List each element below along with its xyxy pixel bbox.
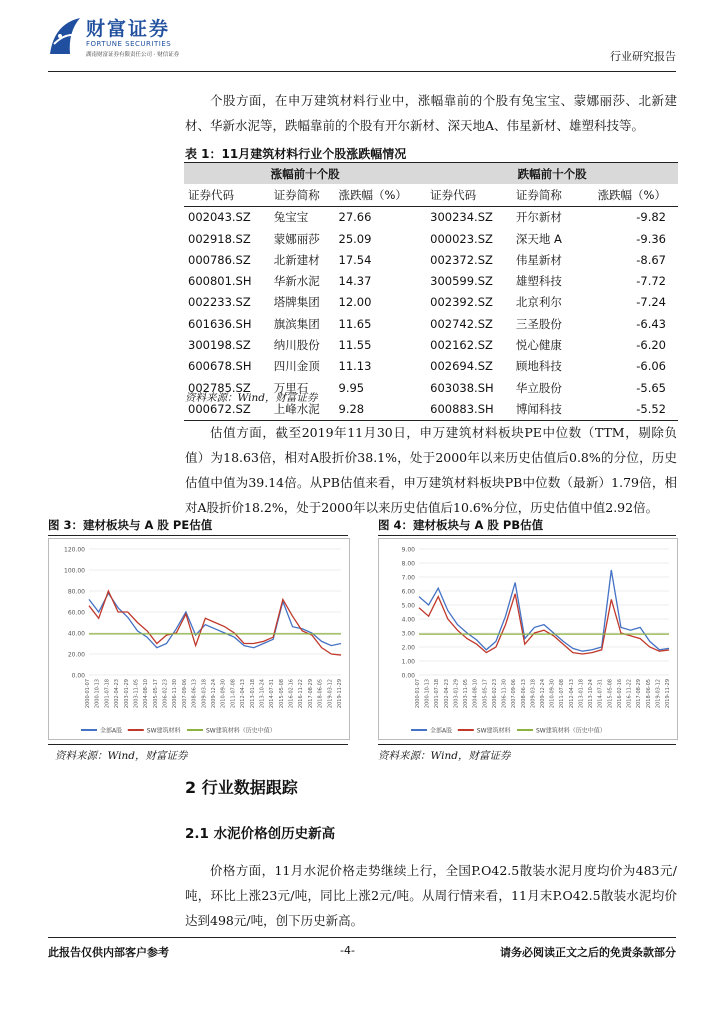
table-cell: -7.24 — [636, 295, 666, 310]
table-row — [184, 270, 678, 291]
x-tick-label: 2005-05-17 — [152, 679, 159, 709]
x-tick-label: 2009-03-18 — [201, 679, 208, 709]
pe-chart-frame — [48, 538, 350, 740]
table-cell: 14.37 — [338, 274, 372, 289]
brand-name: 财富证券 — [86, 18, 171, 40]
table-cell: 11.13 — [338, 359, 372, 374]
x-tick-label: 2019-11-29 — [337, 679, 343, 709]
legend-label: SW建筑材料（历史中值） — [206, 727, 276, 735]
x-tick-label: 2013-01-18 — [249, 679, 256, 709]
table-cell: 蒙娜丽莎 — [273, 231, 320, 246]
pe-chart — [49, 539, 349, 739]
legend-label: SW建筑材料 — [476, 727, 511, 735]
y-tick-label: 4.00 — [401, 616, 415, 624]
x-tick-label: 2009-12-24 — [211, 679, 217, 709]
x-tick-label: 2018-06-05 — [317, 679, 324, 709]
section-title: 2 行业数据跟踪 — [185, 778, 298, 797]
figure4-bottom-rule — [378, 744, 676, 745]
brand-name-en: FORTUNE SECURITIES — [86, 40, 172, 48]
table-cell: 000672.SZ — [184, 398, 270, 420]
table-cell: 002233.SZ — [188, 295, 251, 310]
table-cell: 002742.SZ — [430, 316, 493, 331]
legend-label: SW建筑材料 — [146, 727, 181, 735]
x-tick-label: 2016-02-16 — [616, 679, 623, 709]
table-cell: 300599.SZ — [430, 274, 493, 289]
figure4-rule — [378, 535, 676, 536]
y-tick-label: 0.00 — [71, 672, 85, 680]
x-tick-label: 2016-02-16 — [288, 679, 295, 709]
table-cell: 11.55 — [338, 338, 372, 353]
table-row — [184, 334, 678, 355]
table-cell: 27.66 — [338, 210, 372, 225]
table-cell: 17.54 — [338, 252, 372, 267]
table-cell: 万里石 — [273, 380, 309, 395]
legend-label: 全部A股 — [430, 727, 453, 735]
x-tick-label: 2005-05-17 — [482, 679, 489, 709]
x-tick-label: 2009-03-18 — [530, 679, 537, 709]
company-logo — [48, 14, 82, 58]
y-tick-label: 7.00 — [401, 574, 415, 582]
series-line — [89, 593, 341, 648]
figure3-bottom-rule — [48, 744, 348, 745]
y-tick-label: 2.00 — [401, 644, 415, 652]
table-row — [184, 356, 678, 377]
table-cell: 002918.SZ — [188, 231, 251, 246]
table-cell: 北京利尔 — [515, 295, 562, 310]
pb-chart — [379, 539, 677, 739]
table-cell: 悦心健康 — [515, 338, 562, 353]
x-tick-label: 2018-06-05 — [645, 679, 652, 709]
x-tick-label: 2003-11-05 — [463, 679, 470, 709]
table-cell: 旗滨集团 — [273, 316, 320, 331]
y-tick-label: 40.00 — [67, 630, 85, 638]
col-header: 证券代码 — [184, 184, 270, 206]
group-gainers: 涨幅前十个股 — [184, 163, 426, 185]
legend-label: SW建筑材料（历史中值） — [536, 727, 606, 735]
table-cell: 三圣股份 — [515, 316, 562, 331]
table-title: 表 1：11月建筑材料行业个股涨跌幅情况 — [185, 147, 407, 161]
table-cell: -6.06 — [636, 359, 666, 374]
x-tick-label: 2014-07-31 — [269, 679, 276, 709]
x-tick-label: 2013-10-24 — [259, 679, 266, 709]
x-tick-label: 2016-11-22 — [298, 679, 305, 709]
figure4-title: 图 4：建材板块与 A 股 PB估值 — [378, 518, 544, 532]
table-cell: -5.65 — [636, 380, 666, 395]
x-tick-label: 2003-11-05 — [133, 679, 140, 709]
x-tick-label: 2012-04-13 — [240, 679, 247, 709]
y-tick-label: 5.00 — [401, 602, 415, 610]
table-row — [184, 313, 678, 334]
x-tick-label: 2006-11-30 — [501, 679, 508, 709]
x-tick-label: 2019-03-12 — [655, 679, 662, 709]
table-row — [184, 292, 678, 313]
figure3-rule — [48, 535, 348, 536]
table-cell: -6.43 — [636, 316, 666, 331]
table-cell: 博闻科技 — [512, 398, 577, 420]
table-cell: -9.36 — [636, 231, 666, 246]
y-tick-label: 3.00 — [401, 630, 415, 638]
brand-subtitle: 湖南财富证券有限责任公司 · 财信证券 — [86, 52, 180, 58]
x-tick-label: 2006-11-30 — [172, 679, 179, 709]
col-header: 证券简称 — [512, 184, 577, 206]
table-row — [184, 206, 678, 228]
x-tick-label: 2001-07-18 — [434, 679, 441, 709]
x-tick-label: 2003-01-29 — [453, 679, 460, 709]
group-losers: 跌幅前十个股 — [426, 163, 678, 185]
x-tick-label: 2009-12-24 — [540, 679, 546, 709]
x-tick-label: 2015-05-08 — [607, 679, 614, 709]
figure3-source: 资料来源：Wind，财富证券 — [55, 750, 188, 762]
table-cell: 600801.SH — [188, 274, 252, 289]
x-tick-label: 2006-02-23 — [491, 679, 498, 709]
x-tick-label: 2000-10-13 — [424, 679, 431, 709]
table-cell: 四川金顶 — [273, 359, 320, 374]
x-tick-label: 2000-01-07 — [85, 679, 91, 709]
table-cell: 雄塑科技 — [515, 274, 562, 289]
x-tick-label: 2013-10-24 — [588, 679, 595, 709]
x-tick-label: 2011-07-08 — [230, 679, 237, 709]
table-cell: 顾地科技 — [515, 359, 562, 374]
table-cell: 002392.SZ — [430, 295, 493, 310]
x-tick-label: 2014-07-31 — [597, 679, 604, 709]
paragraph-cement: 价格方面，11月水泥价格走势继续上行，全国P.O42.5散装水泥月度均价为483元/吨，环比上涨23元/吨，同比上涨2元/吨。从周行情来看，11月末P.O42.5散装水泥均价达到498元/吨，创下历史新高。 — [185, 863, 677, 928]
x-tick-label: 2011-07-08 — [559, 679, 566, 709]
table-cell: 深天地 A — [515, 231, 562, 246]
table-cell: 002694.SZ — [430, 359, 493, 374]
table-cell: 塔牌集团 — [273, 295, 320, 310]
x-tick-label: 2002-04-23 — [443, 679, 450, 709]
x-tick-label: 2007-09-06 — [511, 679, 518, 709]
paragraph-valuation: 估值方面，截至2019年11月30日，申万建筑材料板块PE中位数（TTM，剔除负值）为18.63倍，相对A股折价38.1%，处于2000年以来历史估值后0.8%的分位，历史估值中值为39.14倍。从PB估值来看，申万建筑材料板块PB中位数（最新）1.79倍，相对A股折价18.2%，处于2000年以来历史估值后10.6%分位，历史估值中值2.92倍。 — [185, 425, 677, 515]
table-cell: 华新水泥 — [273, 274, 320, 289]
report-type: 行业研究报告 — [610, 50, 676, 63]
page-number: -4- — [340, 944, 355, 957]
y-tick-label: 0.00 — [401, 672, 415, 680]
table-cell: -9.82 — [636, 210, 666, 225]
x-tick-label: 2015-05-08 — [278, 679, 285, 709]
table-cell: 000023.SZ — [430, 231, 493, 246]
col-header: 证券简称 — [270, 184, 335, 206]
y-tick-label: 6.00 — [401, 588, 415, 596]
table-cell: 002043.SZ — [188, 210, 251, 225]
table-cell: 002372.SZ — [430, 252, 493, 267]
table-cell: 601636.SH — [188, 316, 252, 331]
series-line — [419, 570, 669, 651]
table-cell: 开尔新材 — [515, 210, 562, 225]
y-tick-label: 20.00 — [67, 651, 85, 659]
subsection-title: 2.1 水泥价格创历史新高 — [185, 826, 336, 842]
x-tick-label: 2003-01-29 — [123, 679, 130, 709]
x-tick-label: 2019-11-29 — [665, 679, 671, 709]
legend-label: 全部A股 — [100, 727, 123, 735]
footer-disclaimer-left: 此报告仅供内部客户参考 — [48, 946, 169, 959]
x-tick-label: 2000-10-13 — [94, 679, 101, 709]
y-tick-label: 60.00 — [67, 609, 85, 617]
table-cell: 600678.SH — [188, 359, 252, 374]
table-cell: -6.20 — [636, 338, 666, 353]
table-cell: 002162.SZ — [430, 338, 493, 353]
y-tick-label: 80.00 — [67, 588, 85, 596]
y-tick-label: 1.00 — [401, 658, 415, 666]
x-tick-label: 2012-04-13 — [568, 679, 575, 709]
x-tick-label: 2010-09-30 — [220, 679, 227, 709]
footer-divider — [48, 937, 676, 938]
table-cell: 300234.SZ — [430, 210, 493, 225]
pb-chart-frame — [378, 538, 678, 740]
table-cell: 000786.SZ — [188, 252, 251, 267]
col-header: 涨跌幅（%） — [335, 184, 427, 206]
table-cell: 北新建材 — [273, 252, 320, 267]
table-cell: 上峰水泥 — [270, 398, 335, 420]
footer-disclaimer-right: 请务必阅读正文之后的免责条款部分 — [500, 946, 676, 959]
x-tick-label: 2007-09-06 — [181, 679, 188, 709]
table-cell: -8.67 — [636, 252, 666, 267]
x-tick-label: 2019-03-12 — [327, 679, 334, 709]
table-cell: 兔宝宝 — [273, 210, 309, 225]
table-cell: 12.00 — [338, 295, 372, 310]
table-cell: 300198.SZ — [188, 338, 251, 353]
table-cell: 9.95 — [338, 380, 365, 395]
table-row — [184, 228, 678, 249]
x-tick-label: 2013-01-18 — [578, 679, 585, 709]
y-tick-label: 120.00 — [64, 546, 85, 554]
x-tick-label: 2008-06-13 — [191, 679, 198, 709]
col-header: 证券代码 — [426, 184, 512, 206]
col-header: 涨跌幅（%） — [577, 184, 678, 206]
table-cell: 603038.SH — [430, 380, 494, 395]
figure4-source: 资料来源：Wind，财富证券 — [378, 750, 511, 762]
table-cell: 纳川股份 — [273, 338, 320, 353]
x-tick-label: 2000-01-07 — [415, 679, 421, 709]
x-tick-label: 2010-09-30 — [549, 679, 556, 709]
x-tick-label: 2006-02-23 — [162, 679, 169, 709]
table-cell: 华立股份 — [515, 380, 562, 395]
series-line — [89, 591, 341, 655]
table-cell: 25.09 — [338, 231, 372, 246]
table-cell: -7.72 — [636, 274, 666, 289]
x-tick-label: 2017-08-29 — [636, 679, 643, 709]
y-tick-label: 100.00 — [64, 567, 85, 575]
x-tick-label: 2004-08-10 — [143, 679, 150, 709]
x-tick-label: 2017-08-29 — [307, 679, 314, 709]
table-cell: 9.28 — [335, 398, 427, 420]
stock-change-table — [184, 162, 678, 421]
x-tick-label: 2002-04-23 — [114, 679, 121, 709]
table-source: 资料来源：Wind，财富证券 — [185, 392, 318, 404]
table-row — [184, 249, 678, 270]
table-cell: 11.65 — [338, 316, 372, 331]
figure3-title: 图 3：建材板块与 A 股 PE估值 — [48, 518, 213, 532]
y-tick-label: 9.00 — [401, 546, 415, 554]
table-cell: 002785.SZ — [188, 380, 251, 395]
y-tick-label: 8.00 — [401, 560, 415, 568]
x-tick-label: 2001-07-18 — [104, 679, 111, 709]
table-cell: 伟星新材 — [515, 252, 562, 267]
x-tick-label: 2008-06-13 — [520, 679, 527, 709]
x-tick-label: 2016-11-22 — [626, 679, 633, 709]
paragraph-stocks: 个股方面，在申万建筑材料行业中，涨幅靠前的个股有兔宝宝、蒙娜丽莎、北新建材、华新水泥等，跌幅靠前的个股有开尔新材、深天地A、伟星新材、雄塑科技等。 — [185, 93, 677, 133]
table-cell: 600883.SH — [426, 398, 512, 420]
table-cell: -5.52 — [577, 398, 678, 420]
x-tick-label: 2004-08-10 — [472, 679, 479, 709]
header-divider — [48, 71, 676, 72]
